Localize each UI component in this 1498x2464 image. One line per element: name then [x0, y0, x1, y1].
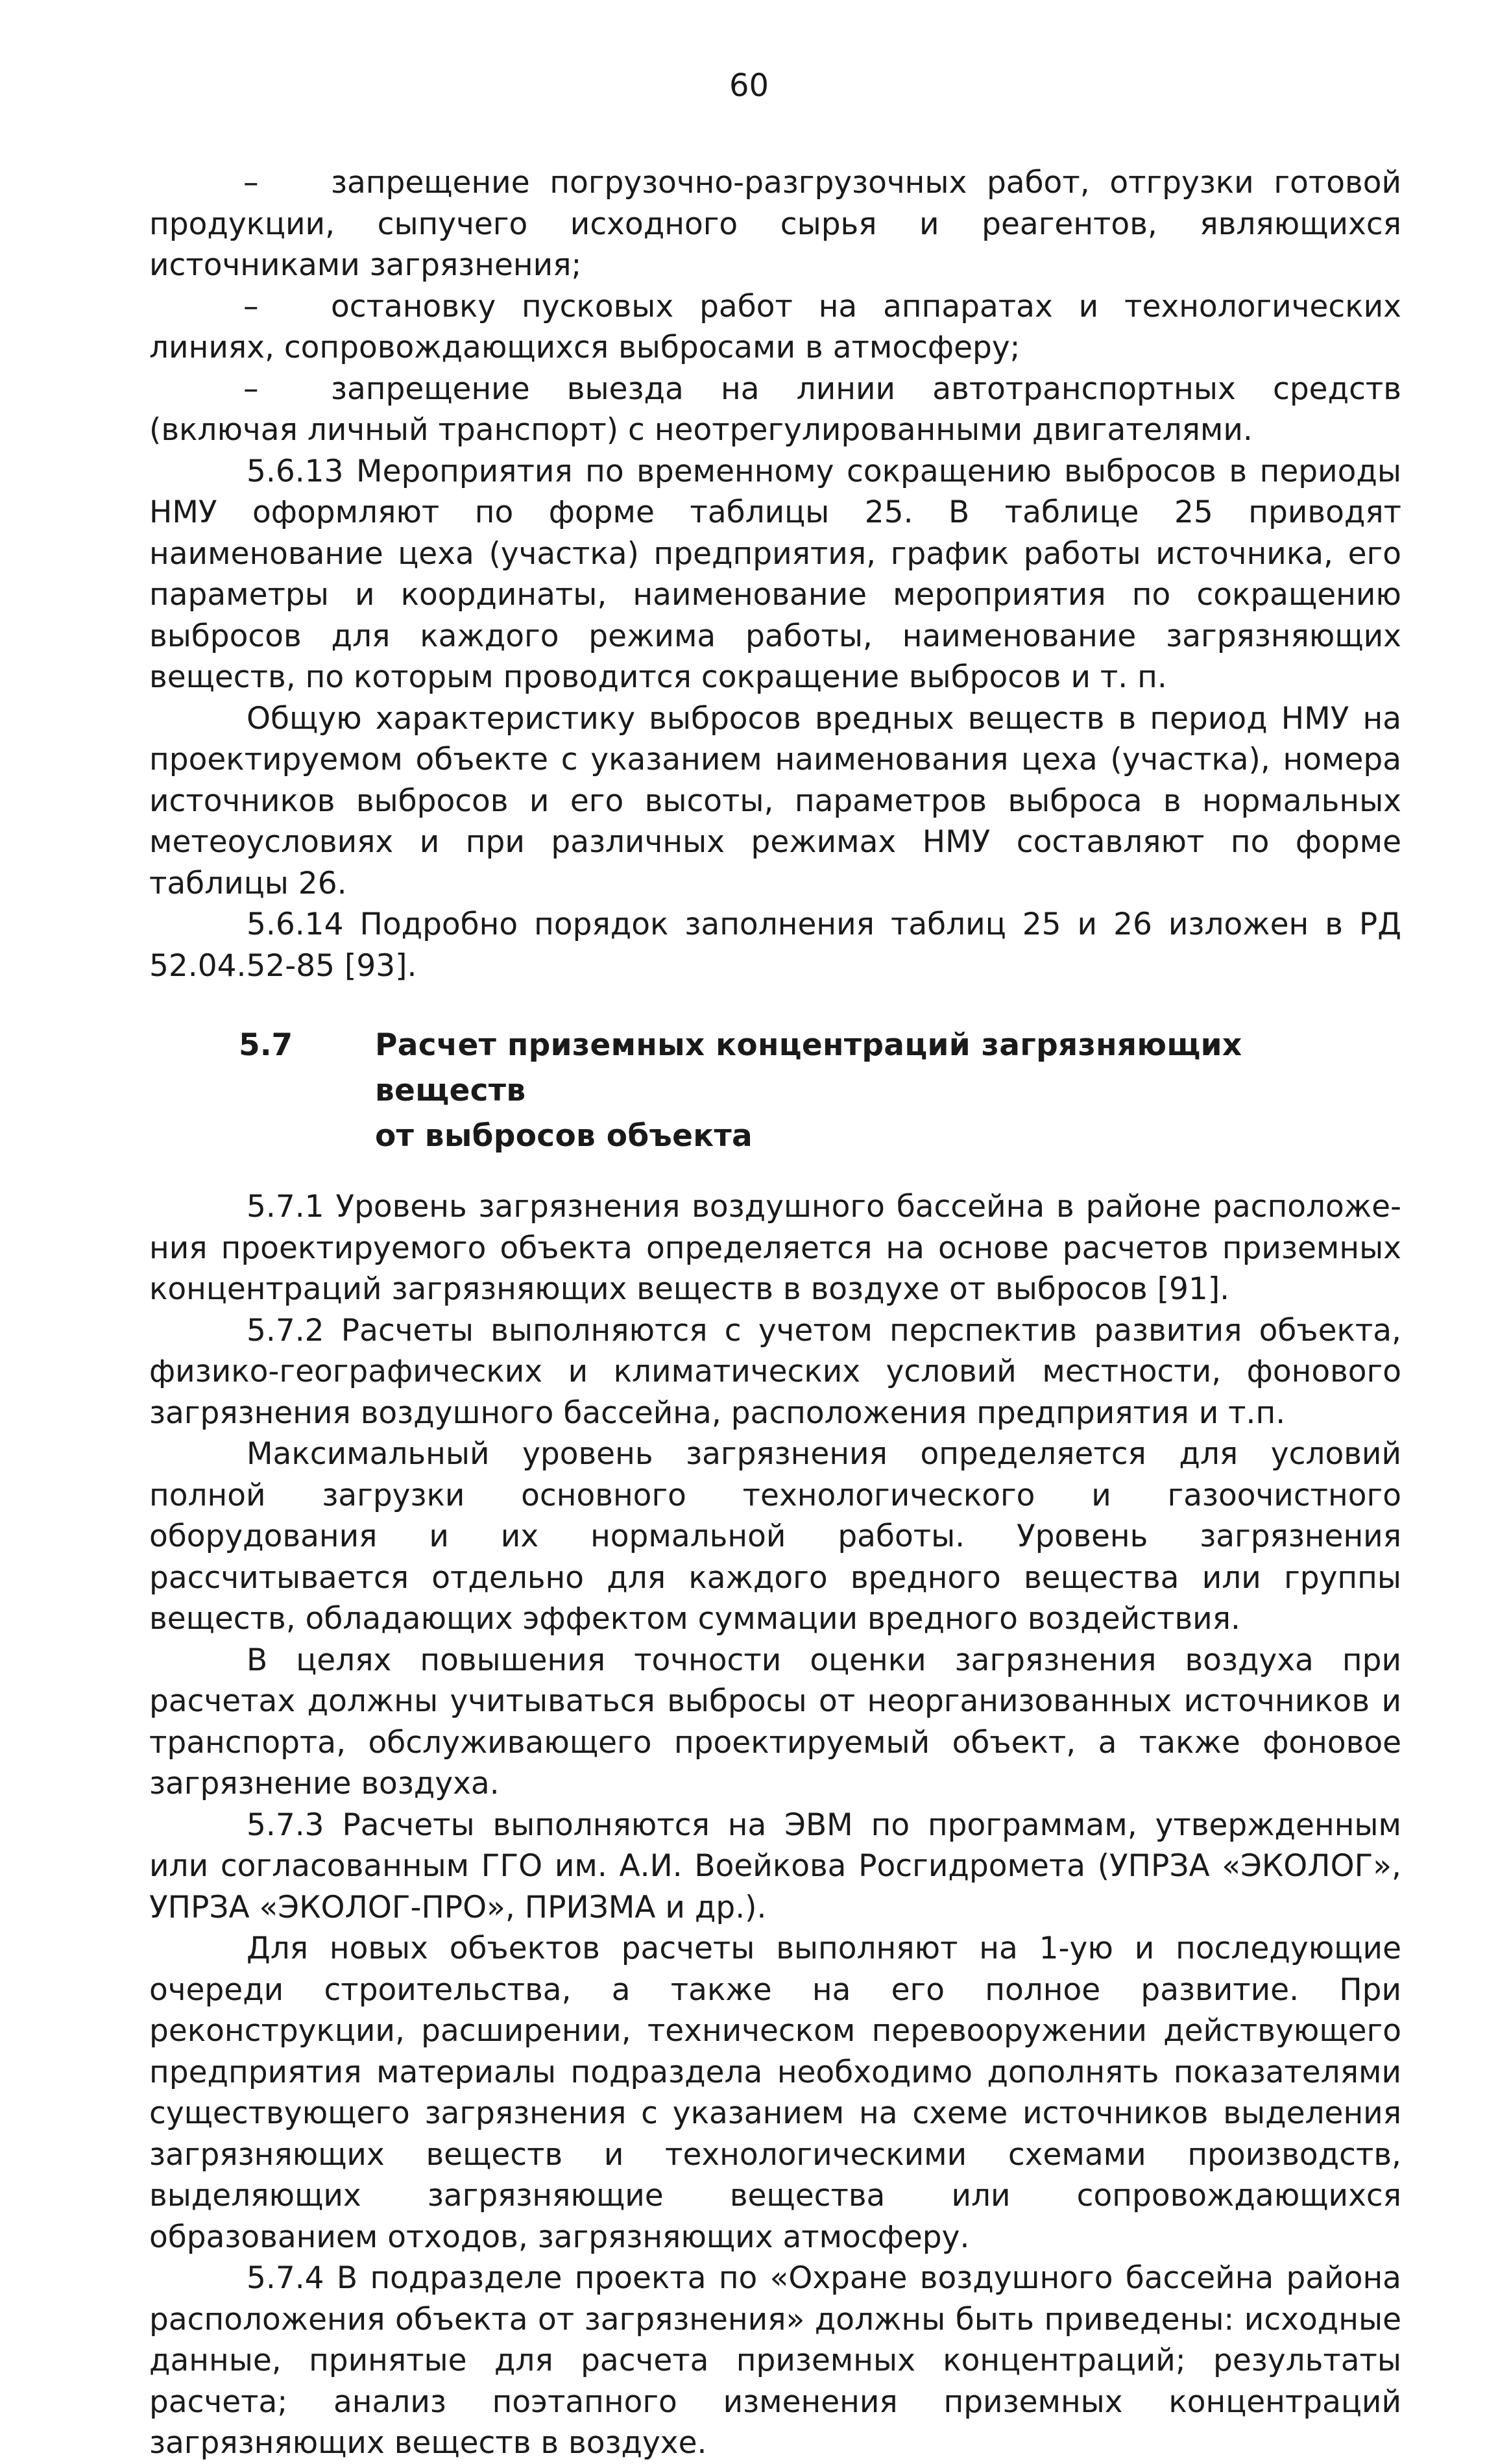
list-dash: – [243, 371, 259, 407]
paragraph-5-6-14: 5.6.14 Подробно порядок заполнения таблиц 25 и 26 изложен в РД 52.04.52-85 [93]. [149, 907, 1401, 984]
page-number: 60 [729, 67, 769, 104]
paragraph-5-7-1: 5.7.1 Уровень загрязнения воздушного бассейна в районе расположения проектируемого объекта определяется на основе расчетов приземных концентраций загрязняющих веществ в воздухе от выбросов [91]. [149, 1189, 1401, 1307]
paragraph-nmu-characteristics: Общую характеристику выбросов вредных веществ в период НМУ на проектируемом объекте с указанием наименования цеха (участка), номера источников выбросов и его высоты, параметров выброса в нормальных метеоусловиях и при различных режимах НМУ составляют по форме таблицы 26. [149, 700, 1401, 901]
section-number: 5.7 [239, 1027, 293, 1063]
list-item [149, 369, 1401, 451]
section-title-line: от выбросов объекта [375, 1118, 753, 1154]
section-title [375, 1023, 1401, 1159]
section-title-line: Расчет приземных концентраций загрязняющих веществ [375, 1027, 1242, 1108]
list-item-text: запрещение выезда на линии автотранспортных средств (включая личный транспорт) с неотрегулированными двигателями. [149, 371, 1401, 448]
paragraph-5-7-3: 5.7.3 Расчеты выполняются на ЭВМ по программам, утвержденным или согласованным ГГО им. А.И. Воейкова Росгидромета (УПРЗА «ЭКОЛОГ», УПРЗА «ЭКОЛОГ-ПРО», ПРИЗМА и др.). [149, 1807, 1401, 1925]
paragraph-accuracy: В целях повышения точности оценки загрязнения воздуха при расчетах должны учитываться выбросы от неорганизованных источников и транспорта, обслуживающего проектируемый объект, а также фоновое загрязнение воздуха. [149, 1642, 1401, 1801]
page-content [149, 162, 1401, 2464]
paragraph-5-6-13: 5.6.13 Мероприятия по временному сокращению выбросов в периоды НМУ оформляют по форме таблицы 25. В таблице 25 приводят наименование цеха (участка) предприятия, график работы источника, его параметры и координаты, наименование мероприятия по сокращению выбросов для каждого режима работы, наименование загрязняющих веществ, по которым проводится сокращение выбросов и т. п. [149, 453, 1401, 695]
paragraph-5-7-4: 5.7.4 В подразделе проекта по «Охране воздушного бассейна района расположения объекта от загрязнения» должны быть приведены: исходные данные, принятые для расчета приземных концентраций; результаты расчета; анализ поэтапного изменения приземных концентраций загрязняющих веществ в воздухе. [149, 2260, 1401, 2461]
section-heading [149, 1023, 1401, 1159]
paragraph-max-pollution: Максимальный уровень загрязнения определяется для условий полной загрузки основного технологического и газоочистного оборудования и их нормальной работы. Уровень загрязнения рассчитывается отдельно для каждого вредного вещества или группы веществ, обладающих эффектом суммации вредного воздействия. [149, 1436, 1401, 1637]
list-item-text: остановку пусковых работ на аппаратах и технологических линиях, сопровождающихся выбросами в атмосферу; [149, 288, 1401, 365]
list-item [149, 162, 1401, 286]
list-item [149, 286, 1401, 369]
list-dash: – [243, 288, 259, 324]
list-item-text: запрещение погрузочно-разгрузочных работ, отгрузки готовой продукции, сыпучего исходного сырья и реагентов, являющихся источниками загрязнения; [149, 165, 1401, 283]
list-dash: – [243, 165, 259, 201]
paragraph-5-7-2: 5.7.2 Расчеты выполняются с учетом перспектив развития объекта, физико-географических и климатических условий местности, фонового загрязнения воздушного бассейна, расположения предприятия и т.п. [149, 1312, 1401, 1431]
paragraph-new-objects: Для новых объектов расчеты выполняют на 1-ую и последующие очереди строительства, а также на его полное развитие. При реконструкции, расширении, техническом перевооружении действующего предприятия материалы подраздела необходимо дополнять показателями существующего загрязнения с указанием на схеме источников выделения загрязняющих веществ и технологическими схемами производств, выделяющих загрязняющие вещества или сопровождающихся образованием отходов, загрязняющих атмосферу. [149, 1931, 1401, 2255]
